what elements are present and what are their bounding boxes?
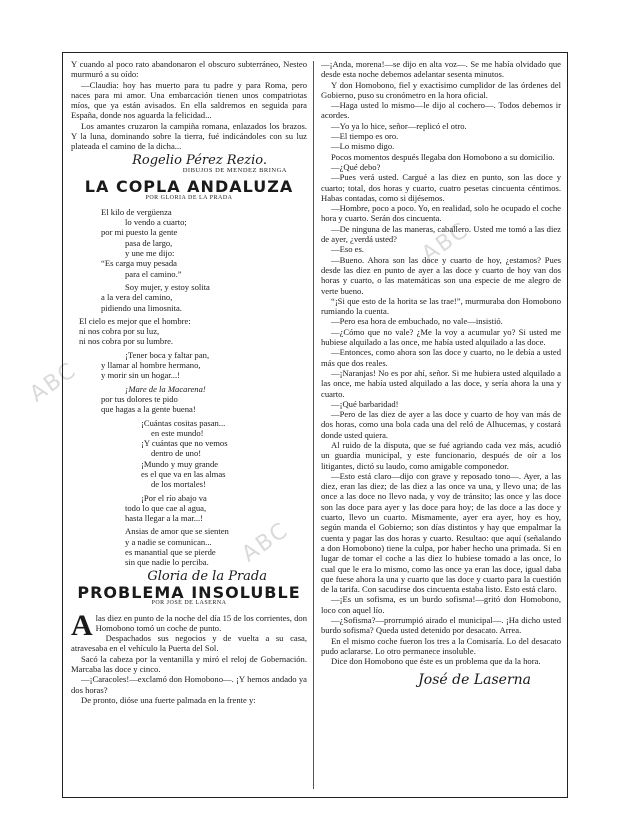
problema-paragraph: —Hombre, poco a poco. Yo, en realidad, solo he ocupado el coche hora y cuarto. Serán dos cincuenta. <box>321 203 561 224</box>
verse-line: ni nos cobra por su luz, <box>79 326 160 337</box>
verse-line: por mi puesto la gente <box>101 227 178 238</box>
copla-byline: POR GLORIA DE LA PRADA <box>145 194 233 201</box>
watermark-abc-center: ABC <box>237 517 294 568</box>
verse-line: pasa de largo, <box>125 237 173 248</box>
verse-line: ¡Tener boca y faltar pan, <box>125 349 210 360</box>
problema-paragraph: —El tiempo es oro. <box>331 131 399 142</box>
verse-line: ¡Y cuántas que no vemos <box>141 438 228 449</box>
paragraph-text: las diez en punto de la noche del día 15 de los corrientes, don Homobono tomó un coche de punto. <box>95 612 307 633</box>
verse-line: ¡Por el río abajo va <box>141 492 207 503</box>
problema-paragraph: En el mismo coche fueron los tres a la Comisaría. Lo del desacato pudo aclararse. Lo otro permanece insoluble. <box>321 635 561 656</box>
problema-paragraph: —Entonces, como ahora son las doce y cuarto, no le debía a usted más que dos reales. <box>321 347 561 368</box>
copla-stanza <box>71 493 307 524</box>
problema-paragraph: —¿Sofisma?—prorrumpió airado el municipal—. ¡Ha dicho usted burdo sofisma? Queda usted detenido por desacato. Arrea. <box>321 615 561 636</box>
verse-line: y une me dijo: <box>125 248 175 259</box>
problema-paragraph: —¡Qué barbaridad! <box>331 398 399 409</box>
problema-paragraph: —Pero esa hora de embuchado, no vale—insistió. <box>331 316 503 327</box>
verse-line: es el que va en las almas <box>141 468 226 479</box>
verse-line: “Es carga muy pesada <box>101 258 177 269</box>
watermark-abc-right: ABC <box>417 217 474 268</box>
verse-line: lo vendo a cuarto; <box>125 217 187 228</box>
problema-paragraph: Pocos momentos después llegaba don Homobono a su domicilio. <box>331 151 555 162</box>
problema-paragraph: De pronto, dióse una fuerte palmada en la frente y: <box>81 694 256 705</box>
problema-paragraph: —¿Cómo que no vale? ¿Me la voy a acumular yo? Si usted me hubiese alquilado a las once, me había usted alquilado a las doce. <box>321 326 561 348</box>
problema-paragraph: —Pues verá usted. Cargué a las diez en punto, son las doce y cuarto; total, dos horas y cuarto, cuatro pesetas cincuenta céntimos. Habas contadas, como si dijésemos. <box>321 172 561 203</box>
problema-paragraph: —De ninguna de las maneras, caballero. Usted me tomó a las diez de ayer, ¿verdá usted? <box>321 223 561 245</box>
verse-line: en este mundo! <box>151 427 204 438</box>
illustration-credit: DIBUJOS DE MENDEZ BRINGA <box>182 166 287 174</box>
problema-paragraph <box>71 608 307 642</box>
problema-paragraph: —¿Qué debo? <box>331 161 381 172</box>
copla-stanza <box>71 384 307 415</box>
verse-line: y morir sin un hogar...! <box>101 370 181 381</box>
verse-line: que hagas a la gente buena! <box>101 404 196 415</box>
problema-dialogue <box>321 59 561 667</box>
copla-stanza <box>71 526 307 567</box>
problema-paragraph: —Eso es. <box>331 244 364 255</box>
problema-paragraph: —¡Naranjas! No es por ahí, señor. Si me hubiera usted alquilado a las once, me había usted alquilado a las doce, y sería ahora la una y cuarto. <box>321 367 561 399</box>
copla-stanza <box>71 282 307 313</box>
copla-stanza <box>71 418 307 490</box>
verse-line: todo lo que cae al agua, <box>125 502 207 513</box>
column-divider <box>313 61 314 789</box>
verse-line: El cielo es mejor que el hombre: <box>79 315 191 326</box>
verse-line: El kilo de vergüenza <box>101 206 172 217</box>
problema-paragraph: —¡Caracoles!—exclamó don Homobono—. ¡Y hemos andado ya dos horas? <box>71 674 307 695</box>
problema-paragraph: —Lo mismo digo. <box>331 141 395 152</box>
problema-paragraph: —Esto está claro—dijo con grave y reposado tono—. Ayer, a las diez, eran las diez; de las diez a las once va una, y llevo una; de las once a las doce no llevo nada, y voy de tránsito; las once y las doce son las doce para ayer y las doce para hoy; de las doce a las doce y cuarto, llevo un cuarto. Mismamente, ayer era ayer, hoy es hoy, según manda el Gobierno; son días distintos y hay que empalmar la cuenta y pagar las dos horas y cuarto. Resultao: que aquí (señalando a don Homobono) tiene la culpa, por haber hecho una primada. Si en lugar de tomar el coche a las diez lo hubiese tomado a las once, lo cual que le era lo mismo, como las once ya eran las doce, igual daba que fuese ahora la una y cuarto que las doce y cuarto para la cuestión de la tarifa. Con sacudirse dos cincuenta estaba listo. Esto está claro. <box>321 470 561 595</box>
drop-cap: A <box>71 608 93 642</box>
verse-line: sin que nadie lo perciba. <box>125 557 209 568</box>
verse-line: a la vera del camino, <box>101 292 173 303</box>
verse-line: para el camino.” <box>125 268 182 279</box>
problema-paragraph: “¡Si que esto de la horita se las trae!”, murmuraba don Homobono rumiando la cuenta. <box>321 295 561 317</box>
verse-line: es manantial que se pierde <box>125 547 216 558</box>
verse-line: ¡Mundo y muy grande <box>141 458 219 469</box>
left-column <box>71 59 307 791</box>
problema-paragraph: —Yo ya lo hice, señor—replicó el otro. <box>331 120 467 131</box>
verse-line: Ansias de amor que se sienten <box>125 526 229 537</box>
copla-signature: Gloria de la Prada <box>147 568 267 584</box>
verse-line: y llamar al hombre hermano, <box>101 360 201 371</box>
copla-stanza <box>71 316 307 347</box>
problema-paragraph: —¡Anda, morena!—se dijo en alta voz—. Se me había olvidado que desde esta noche debemos adelantar sesenta minutos. <box>321 59 561 80</box>
problema-signature: José de Laserna <box>418 671 531 688</box>
problema-paragraph: Sacó la cabeza por la ventanilla y miró el reloj de Gobernación. Marcaba las doce y cinco. <box>71 653 307 675</box>
verse-line: hasta llegar a la mar...! <box>125 513 204 524</box>
problema-paragraph: —Haga usted lo mismo—le dijo al cochero—. Todos debemos ir acordes. <box>321 100 561 121</box>
verse-line: pidiendo una limosnita. <box>101 302 182 313</box>
verse-line: Soy mujer, y estoy solita <box>125 281 210 292</box>
problema-paragraph: Dice don Homobono que éste es un problema que da la hora. <box>331 656 541 667</box>
problema-paragraph: Despachados sus negocios y de vuelta a su casa, atravesaba en el vehículo la Puerta del Sol. <box>71 633 307 654</box>
problema-paragraph: —Bueno. Ahora son las doce y cuarto de hoy, ¿estamos? Pues desde las diez en punto de ayer a las doce y cuarto de hoy van dos horas y cuarto, o las matemáticas son una especie de me alegro de verte bueno. <box>321 254 561 296</box>
problema-paragraph: —Pero de las diez de ayer a las doce y cuarto de hoy van más de dos horas, como una bola cada una del reló de Alhucemas, y costará donde usted quiera. <box>321 409 561 440</box>
verse-line: ni nos cobra por su lumbre. <box>79 336 174 347</box>
copla-stanza <box>71 207 307 279</box>
problema-title: PROBLEMA INSOLUBLE <box>77 582 301 602</box>
problema-paragraph: Y don Homobono, fiel y exactísimo cumplidor de las órdenes del Gobierno, puso su cronómetro en la hora oficial. <box>321 79 561 100</box>
verse-line: y a nadie se comunican... <box>125 536 212 547</box>
continuation-paragraph: Los amantes cruzaron la campiña romana, enlazados los brazos. Y la luna, dominando sobre la tierra, fué indicándoles con su luz plateada el camino de la dicha... <box>71 120 307 152</box>
problema-byline: POR JOSÉ DE LASERNA <box>151 600 227 607</box>
problema-paragraph: —¡Es un sofisma, es un burdo sofisma!—gritó don Homobono, loco con aquel lío. <box>321 594 561 615</box>
right-column <box>321 59 561 791</box>
verse-line: dentro de uno! <box>151 448 202 459</box>
continuation-paragraph: —Claudia: hoy has muerto para tu padre y para Roma, pero naces para mi amor. Una embarcación tienen unos compatriotas míos, que ya están avisados. En ella saldremos en seguida para España, donde nos aguarda la felicidad... <box>71 79 307 121</box>
verse-line: por tus dolores te pido <box>101 393 178 404</box>
newspaper-page <box>62 52 568 798</box>
verse-line: ¡Mare de la Macarena! <box>125 383 206 394</box>
verse-line: ¡Cuántas cositas pasan... <box>141 417 226 428</box>
continuation-signature: Rogelio Pérez Rezio. <box>132 152 267 168</box>
copla-title: LA COPLA ANDALUZA <box>84 177 294 197</box>
continuation-paragraph: Y cuando al poco rato abandonaron el obscuro subterráneo, Nesteo murmuró a su oído: <box>71 59 307 80</box>
verse-line: de los mortales! <box>151 479 206 490</box>
copla-stanza <box>71 350 307 381</box>
watermark-abc-left: ABC <box>25 357 82 408</box>
problema-paragraph: Al ruido de la disputa, que se fué agriando cada vez más, acudió un guardia municipal, y este funcionario, después de oír a los litigantes, dictó su laudo, como amigable componedor. <box>321 439 561 471</box>
